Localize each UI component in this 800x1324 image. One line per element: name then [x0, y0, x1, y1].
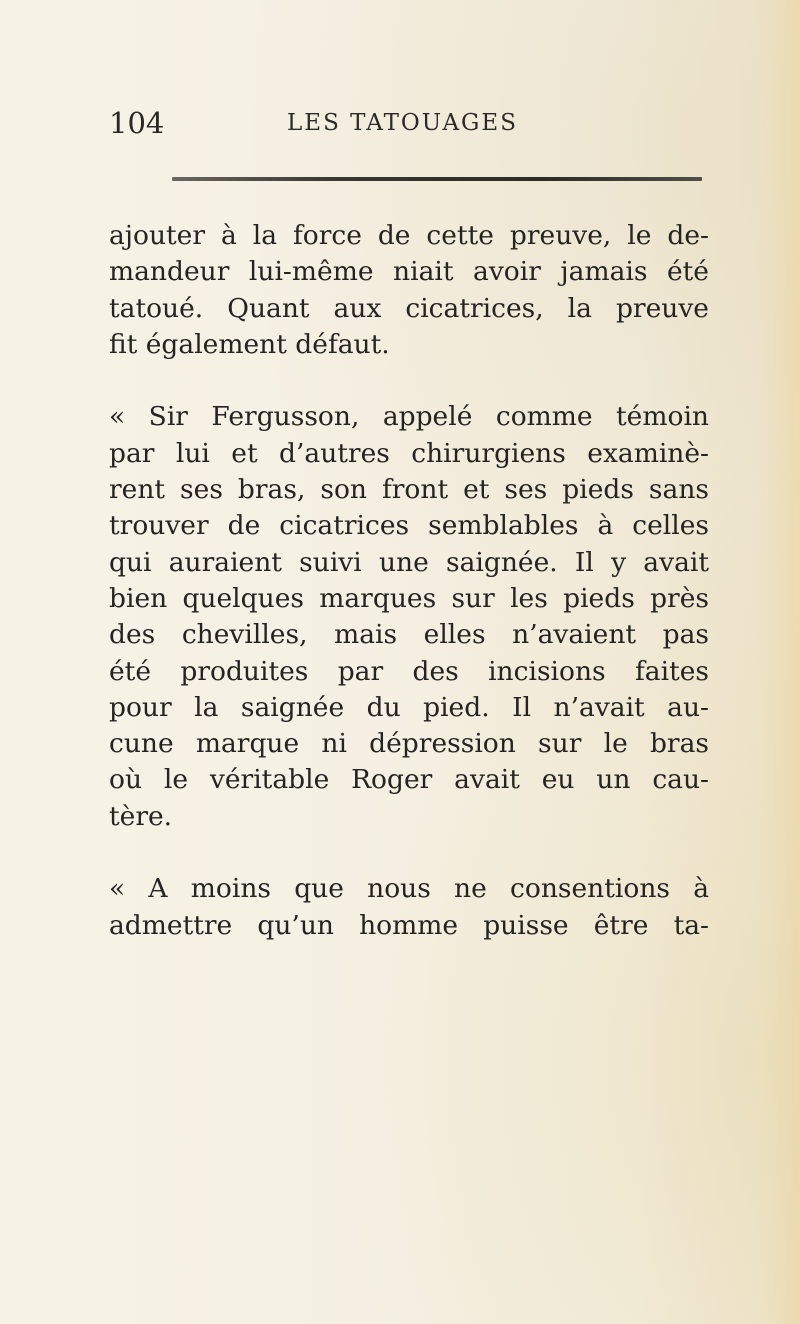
running-title: LES TATOUAGES [287, 110, 518, 136]
text-line: rent ses bras, son front et ses pieds sans [109, 474, 709, 506]
text-line: admettre qu’un homme puisse être ta- [109, 909, 709, 941]
page-header [109, 98, 709, 148]
paragraph [109, 399, 709, 835]
text-line: des chevilles, mais elles n’avaient pas [109, 619, 709, 651]
page-edge-shading [760, 0, 800, 1324]
text-line: été produites par des incisions faites [109, 655, 709, 687]
text-line: bien quelques marques sur les pieds près [109, 582, 709, 614]
header-rule [172, 177, 702, 181]
paragraph-gap [109, 363, 709, 399]
paragraph [109, 218, 709, 363]
text-line: où le véritable Roger avait eu un cau- [109, 764, 709, 796]
text-line: qui auraient suivi une saignée. Il y avait [109, 546, 709, 578]
text-line: « A moins que nous ne consentions à [109, 873, 709, 905]
text-line: cune marque ni dépression sur le bras [109, 728, 709, 760]
body-text [109, 218, 709, 944]
paragraph [109, 871, 709, 944]
text-line: pour la saignée du pied. Il n’avait au- [109, 691, 709, 723]
text-line: trouver de cicatrices semblables à celles [109, 510, 709, 542]
paragraph-gap [109, 835, 709, 871]
text-line: fit également défaut. [109, 328, 390, 360]
text-line: « Sir Fergusson, appelé comme témoin [109, 401, 709, 433]
page-number: 104 [109, 106, 165, 140]
text-line: tatoué. Quant aux cicatrices, la preuve [109, 292, 709, 324]
text-line: mandeur lui-même niait avoir jamais été [109, 256, 709, 288]
text-line: par lui et d’autres chirurgiens examinè- [109, 437, 709, 469]
text-line: tère. [109, 800, 173, 832]
text-line: ajouter à la force de cette preuve, le de- [109, 220, 709, 251]
